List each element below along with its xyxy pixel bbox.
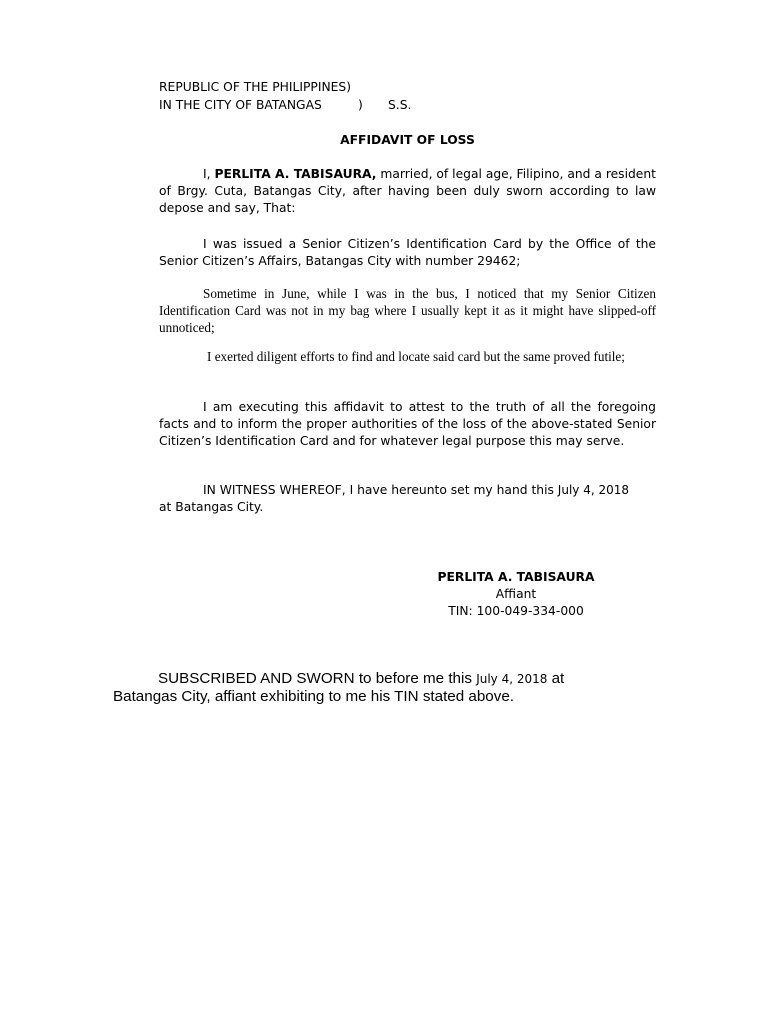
- paragraph-efforts: I exerted diligent efforts to find and locate said card but the same proved futile;: [207, 349, 625, 364]
- paragraph-purpose: I am executing this affidavit to attest to the truth of all the foregoing facts and to inform the proper authorities of the loss of the above-stated Senior Citizen’s Identification Card and for whatever legal purpose this may serve.: [159, 400, 656, 448]
- signature-tin: TIN: 100-049-334-000: [448, 604, 584, 618]
- jurat: [113, 670, 713, 706]
- signature-role: Affiant: [495, 587, 537, 601]
- venue-line-1: REPUBLIC OF THE PHILIPPINES): [159, 80, 352, 94]
- venue-paren: ): [358, 98, 363, 112]
- venue-city: IN THE CITY OF BATANGAS: [159, 98, 322, 112]
- jurat-line-2: Batangas City, affiant exhibiting to me his TIN stated above.: [113, 688, 515, 705]
- paragraph-circumstance: Sometime in June, while I was in the bus, I noticed that my Senior Citizen Identification Card was not in my bag where I usually kept it as it might have slipped-off unnoticed;: [159, 286, 656, 335]
- jurat-line-1: SUBSCRIBED AND SWORN to before me this July 4, 2018 at: [158, 670, 565, 687]
- witness-date: July 4, 2018: [557, 483, 629, 497]
- signature-block: [406, 569, 626, 620]
- paragraph-identity: I, PERLITA A. TABISAURA, married, of legal age, Filipino, and a resident of Brgy. Cuta, Batangas City, after having been duly sworn according to law depose and say, That:: [159, 167, 656, 215]
- venue-ss: S.S.: [388, 98, 412, 112]
- document-title: AFFIDAVIT OF LOSS: [340, 133, 475, 147]
- paragraph-witness: IN WITNESS WHEREOF, I have hereunto set my hand this July 4, 2018 at Batangas City.: [159, 483, 629, 514]
- venue-line-2: [159, 97, 459, 114]
- jurat-date: July 4, 2018: [476, 672, 548, 686]
- signature-name: PERLITA A. TABISAURA: [437, 570, 595, 584]
- affiant-name: PERLITA A. TABISAURA,: [214, 167, 377, 181]
- paragraph-issuance: I was issued a Senior Citizen’s Identification Card by the Office of the Senior Citizen’s Affairs, Batangas City with number 29462;: [159, 237, 656, 268]
